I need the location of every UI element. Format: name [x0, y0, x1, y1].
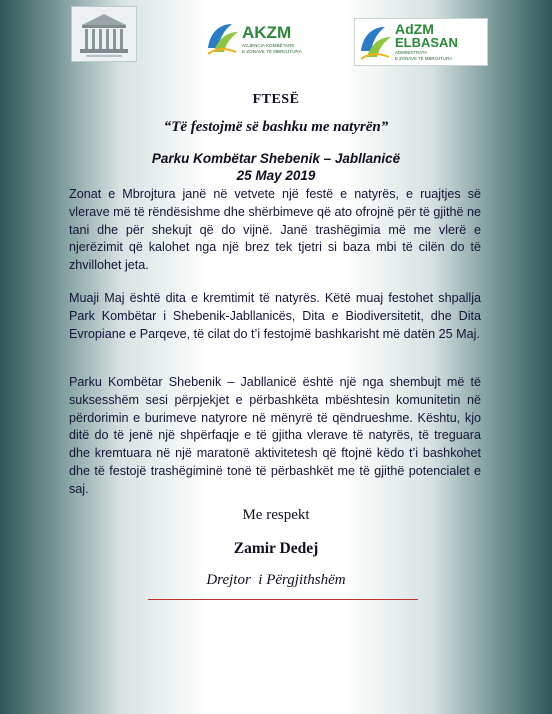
adzm-logo-name-1: AdZM — [395, 21, 434, 37]
government-emblem-logo — [71, 6, 137, 62]
signer-name: Zamir Dedej — [233, 540, 319, 557]
event-date: 25 May 2019 — [236, 168, 316, 183]
closing-salutation: Me respekt — [242, 507, 310, 523]
invitation-title: FTESË — [252, 92, 300, 107]
event-venue: Parku Kombëtar Shebenik – Jabllanicë — [151, 151, 401, 166]
body-paragraph-3: Parku Kombëtar Shebenik – Jabllanicë është një nga shembujt më të suksesshëm sesi përpjekjet e përbashkëta mbështesin komunitetin në përdorimin e burimeve natyrore në mënyrë të qëndrueshme. Kështu, kjo ditë do të jenë një shpërfaqje e të gjitha vlerave të natyrës, të treguara dhe kremtuara në një maratonë aktivitetesh që ftojnë këdo t’i bashkohet dhe të festojë trashëgiminë tonë të përbashkët me të gjithë potencialet e saj. — [69, 375, 481, 496]
akzm-logo-name: AKZM — [242, 23, 292, 42]
adzm-elbasan-logo — [354, 18, 488, 66]
adzm-logo-subtitle-1: ADMINISTRATA — [395, 50, 428, 55]
signer-title: Drejtor i Përgjithshëm — [206, 572, 346, 588]
akzm-logo — [204, 18, 314, 58]
akzm-logo-subtitle-2: E ZONAVE TË MBROJTURA — [242, 49, 302, 54]
adzm-logo-subtitle-2: E ZONAVE TË MBROJTURA — [395, 56, 453, 61]
akzm-logo-subtitle-1: AGJENCIA KOMBËTARE — [242, 43, 295, 48]
invitation-motto: “Të festojmë së bashku me natyrën” — [163, 119, 389, 135]
body-paragraph-1: Zonat e Mbrojtura janë në vetvete një festë e natyrës, e ruajtjes së vlerave më të rëndësishme dhe shërbimeve që ato ofrojnë për të gjithë ne tani dhe për shekujt që do vijnë. Janë trashëgimia më me vlerë e njerëzimit që kalohet nga një brez tek tjetri si baza mbi të cilën do të zhvillohet jeta. — [69, 187, 481, 273]
body-paragraph-2: Muaji Maj është dita e kremtimit të natyrës. Këtë muaj festohet shpallja Park Kombëtar i Shebenik-Jabllanicës, Dita e Biodiversitetit, dhe Dita Evropiane e Parqeve, të cilat do t’i festojmë bashkarisht më datën 25 Maj. — [69, 291, 481, 341]
adzm-logo-name-2: ELBASAN — [395, 35, 458, 50]
signature-line — [148, 599, 418, 600]
